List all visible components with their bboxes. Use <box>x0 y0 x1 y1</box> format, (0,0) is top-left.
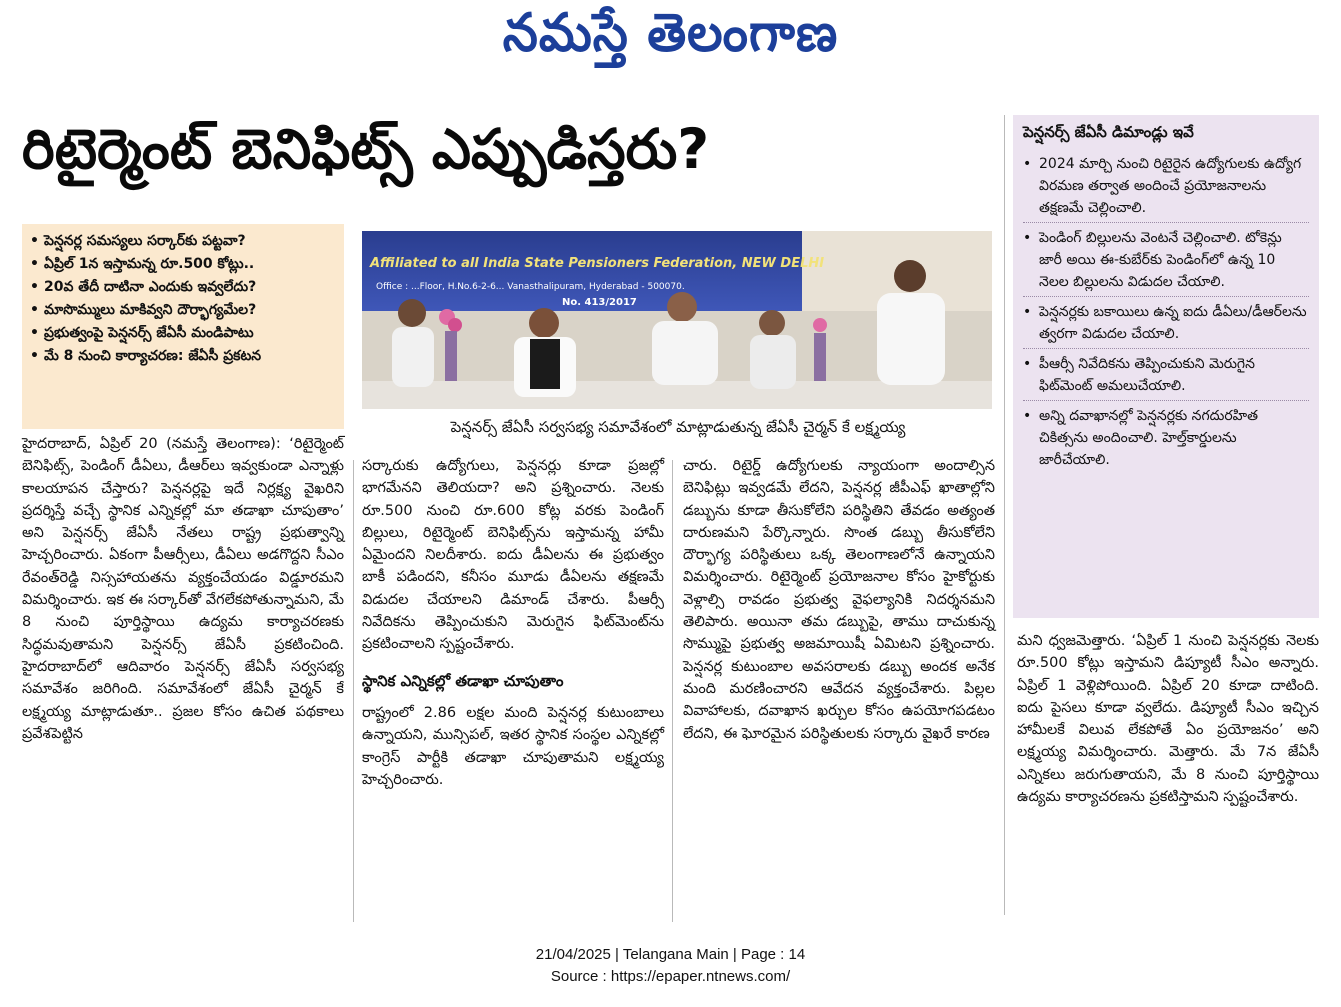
article-paragraph: మని ధ్వజమెత్తారు. ‘ఏప్రిల్ 1 నుంచి పెన్షనర్లకు నెలకు రూ.500 కోట్లు ఇస్తామని డిప్యూటీ సీఎం అన్నారు. ఏప్రిల్ 1 వెళ్లిపోయింది. ఏప్రిల్ 20 కూడా దాటింది. ఐదు పైసలు కూడా వ్వలేదు. డిప్యూటీ సీఎం ఇచ్చిన హామీలకే విలువ లేకపోతే ఏం ప్రయోజనం’ అని లక్ష్మయ్య విమర్శించారు. మెత్తారు. మే 7న జేఏసీ ఎన్నికలు జరుగుతాయని, మే 8 నుంచి పూర్తిస్థాయి ఉద్యమ కార్యాచరణను ప్రకటిస్తామని స్పష్టంచేశారు. <box>1017 633 1319 806</box>
sidebar-title: పెన్షనర్స్ జేఏసీ డిమాండ్లు ఇవే <box>1023 123 1194 141</box>
article-paragraph: రాష్ట్రంలో 2.86 లక్షల మంది పెన్షనర్ల కుటుంబాలు ఉన్నాయని, మున్సిపల్, ఇతర స్థానిక సంస్థల ఎన్నికల్లో కాంగ్రెస్ పార్టీకి తడాఖా చూపుతామని లక్ష్మయ్య హెచ్చరించారు. <box>362 704 664 788</box>
article-paragraph: సర్కారుకు ఉద్యోగులు, పెన్షనర్లు కూడా ప్రజల్లో భాగమేనని తెలియదా? అని ప్రశ్నించారు. నెలకు రూ.500 నుంచి రూ.600 కోట్ల వరకు పెండింగ్ బిల్లులు, రిటైర్మెంట్ బెనిఫిట్స్‌ను ఇస్తామన్న హామీ ఏమైందని నిలదీశారు. ఐదు డీఏలను ఈ ప్రభుత్వం బాకీ పడిందని, కనీసం మూడు డీఏలను తక్షణమే విడుదల చేయాలని డిమాండ్ చేశారు. పీఆర్సీ నివేదికను తెప్పించుకుని మెరుగైన ఫిట్‌మెంట్‌ను ప్రకటించాలని స్పష్టంచేశారు. <box>362 458 664 653</box>
highlight-item: • పెన్షనర్ల సమస్యలు సర్కార్‌కు పట్టవా? <box>30 230 336 253</box>
highlight-item: • 20వ తేదీ దాటినా ఎందుకు ఇవ్వలేదు? <box>30 276 336 299</box>
source-link[interactable]: Source : https://epaper.ntnews.com/ <box>550 968 791 985</box>
photo-caption: పెన్షనర్స్ జేఏసీ సర్వసభ్య సమావేశంలో మాట్లాడుతున్న జేఏసీ చైర్మన్ కే లక్ష్మయ్య <box>450 418 906 436</box>
subheading: స్థానిక ఎన్నికల్లో తడాఖా చూపుతాం <box>362 671 564 690</box>
meeting-photo-illustration <box>362 231 992 409</box>
highlights-box <box>22 224 344 429</box>
edition-info: 21/04/2025 | Telangana Main | Page : 14 <box>535 946 806 963</box>
masthead-logo-text: నమస్తే తెలంగాణ <box>502 2 839 64</box>
article-paragraph: చారు. రిటైర్డ్ ఉద్యోగులకు న్యాయంగా అందాల్సిన బెనిఫిట్లు ఇవ్వడమే లేదని, పెన్షనర్ల జీపీఎఫ్ ఖాతాల్లోని డబ్బును కూడా తీసుకోలేని పరిస్థితిని తేవడం అత్యంత దారుణమని పేర్కొన్నారు. సొంత డబ్బు తీసుకోలేని దౌర్భాగ్య పరిస్థితులు ఒక్క తెలంగాణలోనే ఉన్నాయని విమర్శించారు. రిటైర్మెంట్ ప్రయోజనాల కోసం హైకోర్టుకు వెళ్లాల్సి రావడం ప్రభుత్వ వైఫల్యానికి నిదర్శనమని తెలిపారు. అయినా తమ డబ్బుపై, తాము దాచుకున్న సొమ్ముపై ప్రభుత్వ అజమాయిషీ ఏమిటని ప్రశ్నించారు. పెన్షనర్ల కుటుంబాల అవసరాలకు డబ్బు అందక అనేక మంది మరణించారని ఆవేదన వ్యక్తంచేశారు. పిల్లల వివాహాలకు, దవాఖాన ఖర్చుల కోసం ఉపయోగపడటం లేదని, ఈ ఘోరమైన పరిస్థితులకు సర్కారు వైఖరే కారణ <box>683 458 995 742</box>
highlight-item: • ప్రభుత్వంపై పెన్షనర్స్ జేఏసీ మండిపాటు <box>30 322 336 345</box>
article-column-1 <box>22 433 344 745</box>
news-photo <box>362 231 992 409</box>
flowers-2 <box>813 318 827 381</box>
banner-text-2: Office : ...Floor, H.No.6-2-6... Vanasthalipuram, Hyderabad - 500070. <box>376 282 685 292</box>
headline: రిటైర్మెంట్ బెనిఫిట్స్ ఎప్పుడిస్తరు? <box>22 117 710 181</box>
article-column-4 <box>1017 630 1319 808</box>
demand-item: • పెన్షనర్లకు బకాయిలు ఉన్న ఐదు డీఏలు/డీఆర్‌లను త్వరగా విడుదల చేయాలి. <box>1023 301 1309 349</box>
demand-item: • పీఆర్సీ నివేదికను తెప్పించుకుని మెరుగైన ఫిట్‌మెంట్ అమలుచేయాలి. <box>1023 353 1309 401</box>
column-divider <box>672 460 673 922</box>
highlight-item: • మే 8 నుంచి కార్యాచరణ: జేఏసీ ప్రకటన <box>30 345 336 368</box>
article-column-2 <box>362 455 664 791</box>
article-column-3 <box>683 455 995 745</box>
demand-item: • అన్ని దవాఖానల్లో పెన్షనర్లకు నగదురహిత చికిత్సను అందించాలి. హెల్త్‌కార్డులను జారీచేయాలి. <box>1023 405 1309 474</box>
masthead <box>0 0 1341 78</box>
article-paragraph: హైదరాబాద్, ఏప్రిల్ 20 (నమస్తే తెలంగాణ): ‘రిటైర్మెంట్ బెనిఫిట్స్, పెండింగ్ డీఏలు, డీఆర్‌లు ఇవ్వకుండా ఎన్నాళ్లు కాలయాపన చేస్తారు? పెన్షనర్లపై ఇదే నిర్లక్ష్య వైఖరిని ప్రదర్శిస్తే వచ్చే స్థానిక ఎన్నికల్లో మా తడాఖా చూపుతాం’ అని పెన్షనర్స్ జేఏసీ నేతలు రాష్ట్ర ప్రభుత్వాన్ని హెచ్చరించారు. ఏకంగా పీఆర్సీలు, డీఏలు అడగొద్దని సీఎం రేవంత్‌రెడ్డి నిస్సహాయతను వ్యక్తంచేయడం విడ్డూరమని విమర్శించారు. ఇక ఈ సర్కార్‌తో వేగలేకపోతున్నామని, మే 8 నుంచి పూర్తిస్థాయి ఉద్యమ కార్యాచరణకు సిద్ధమవుతామని పెన్షనర్స్ జేఏసీ ప్రకటించింది. హైదరాబాద్‌లో ఆదివారం పెన్షనర్స్ జేఏసీ సర్వసభ్య సమావేశం జరిగింది. సమావేశంలో జేఏసీ చైర్మన్ కే లక్ష్మయ్య మాట్లాడుతూ.. ప్రజల కోసం ఉచిత పథకాలు ప్రవేశపెట్టిన <box>22 436 344 742</box>
highlight-item: • ఏప్రిల్ 1న ఇస్తామన్న రూ.500 కోట్లు.. <box>30 253 336 276</box>
demands-sidebar <box>1013 115 1319 618</box>
banner-text-1: Affiliated to all India State Pensioners Federation, NEW DELHI <box>370 256 825 271</box>
column-divider <box>1004 115 1005 915</box>
highlight-item: • మాసొమ్ములు మాకివ్వని దౌర్భాగ్యమేల? <box>30 299 336 322</box>
demand-item: • 2024 మార్చి నుంచి రిటైరైన ఉద్యోగులకు ఉద్యోగ విరమణ తర్వాత అందించే ప్రయోజనాలను తక్షణమే చెల్లించాలి. <box>1023 153 1309 223</box>
banner-text-3: No. 413/2017 <box>562 297 637 308</box>
footer <box>0 944 1341 988</box>
demand-item: • పెండింగ్ బిల్లులను వెంటనే చెల్లించాలి. టోకెన్లు జారీ అయి ఈ-కుబేర్‌కు పెండింగ్‌లో ఉన్న 10 నెలల బిల్లులను విడుదల చేయాలి. <box>1023 227 1309 297</box>
column-divider <box>353 460 354 922</box>
